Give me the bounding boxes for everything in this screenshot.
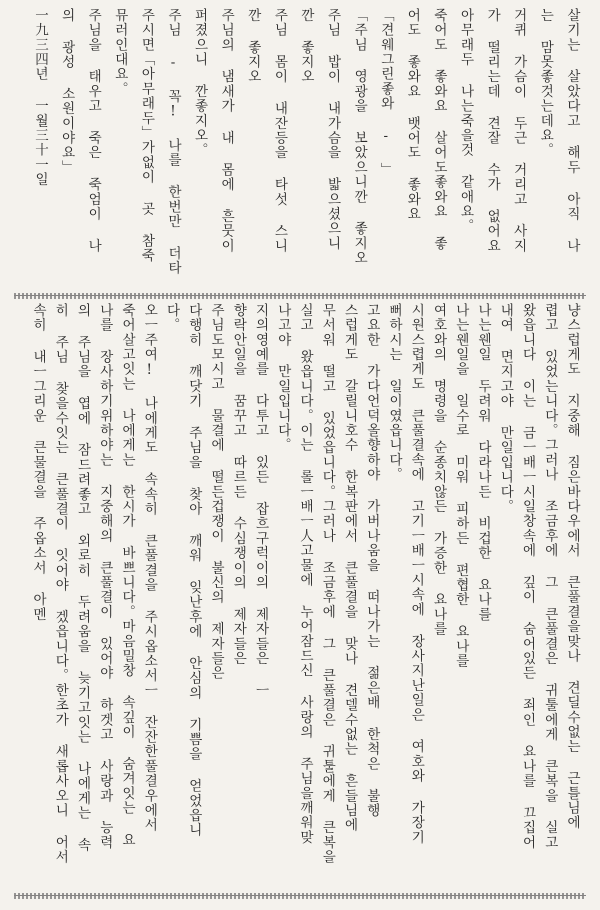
essay-line: 죽어살고잇는 나에게는 한시가 바쁘니다。마음밀창 속깊이 숨겨잇는 요 [119,303,135,848]
essay-line: 무서워 떨고 있었읍니다。그러나 조금후에 그 큰풀결은 귀툴에게 큰복을 [319,303,336,865]
essay-line: 지의영예를 다투고 있든 잡흐구럭이의 제자들은 ㅡ [252,303,269,698]
poem-line: 깐 좋지오 [244,8,261,84]
essay-line: 실고 왔읍니다。이는 롤ㅡ배ㅡ人고물에 누어잠드신 사랑의 주님을깨워맞 [297,303,313,845]
essay-line: 의 주님을 엽에 잠드려좋고 외로히 두려움을 늦기고잇는 나에게는 속 [74,303,91,853]
essay-line: 나는웬일 두려워 다라나든 비겁한 요나를 [475,303,491,622]
poem-line: 주시면「아무래두」가없이 곳 참죽 [138,8,155,263]
essay-line: 왔읍니다 이는 금ㅡ배ㅡ시일창속에 깊이 숨어있든 죄인 요나를 끄집어 [519,303,536,850]
essay-line: 주님도모시고 물결에 떨든겁쟁이 불신의 제자들은 [208,303,224,681]
essay-line: 시원스렵게도 큰풀결속에 고기ㅡ배ㅡ시속에 장사지난일은 여호와 가장기 [408,303,425,845]
essay-line: 오ㅡ주여! 나에게도 속속히 큰풀결을 주시옵소서ㅡ 잔잔한풀결우에서 [141,303,158,833]
poem-line: 「견웨그린좋와 - 」 [377,8,394,178]
poem-line: 거퀴 가슴이 두근 거리고 사지 [510,8,527,254]
essay-line: 고요한 가다언덕올향하야 가버나움을 떠나가는 젊은배 한척은 불행 [363,303,380,818]
essay-line: 속히 내ㅡ그리운 큰물결을 주옵소서 아멘 [30,303,46,622]
poem-line: 주님을 태우고 죽은 죽엄이 나 [85,8,102,254]
poem-line: 깐 좋지오 [297,8,314,84]
poem-line: 아무래두 나는죽을것 같애요。 [457,8,474,234]
bottom-border [14,893,586,899]
poem-line: 주님 - 꼭! 나를 한번만 더타 [164,8,181,276]
essay-line: 여호와의 명령을 순종치않든 가증한 요나를 [430,303,447,637]
poem-line: 죽어도 좋와요 살어도좋와요 좋 [430,8,447,251]
poem-line: 뮤러인대요。 [111,8,128,97]
essay-section [22,303,578,891]
essay-line: 스럽게도 갈릴니호수 한복판에서 큰풀결을 맞나 견델수없는 흔들님에 [341,303,358,833]
poem-line: 살기는 살았다고 해두 아직 나 [563,8,580,254]
essay-line: 히 주님 찾을수잇는 큰풀결이 잇어야 겠읍니다。한초가 새롭사오니 어서 [52,303,69,865]
date-line: 一九三四년 一월三十一일 [32,8,48,187]
poem-line: 주님 몸이 내잔등을 타섯 스니 [271,8,288,254]
poem-line: 퍼졌으니 깐좋지오。 [191,8,208,158]
poem-line: 「주님 영광을 보았으니깐 좋지오 [351,8,368,266]
section-divider [14,293,586,299]
poem-line: 주님의 냄새가 내 몸에 흔뭇이 [218,8,235,254]
essay-line: 나고야 만일입니다。 [274,303,291,453]
poem-line: 는 맘못좋것는데요。 [537,8,554,158]
poem-line: 어도 좋와요 뱃어도 좋와요 [404,8,421,222]
essay-line: 나를 장사하기위하야는 지중해의 큰풀결이 있어야 하겟고 사랑과 능력 [96,303,113,850]
poem-line: 주님 밥이 내가슴을 밟으셨으니 [324,8,341,251]
essay-line: 다행히 깨닷기 주님을 찾아 깨워 잊난후에 안심의 기쁨을 얻었읍니 [185,303,202,838]
essay-line: 냥스럽게도 지중해 짐은바다우에서 큰풀결을맞나 견딜수없는 근틀님에 [564,303,580,830]
poem-line: 가 떨리는데 견잘 수가 없어요 [484,8,501,254]
essay-line: 나는웬일을 일수로 미워 피하든 편협한 요나를 [452,303,469,669]
poem-section [22,8,578,290]
essay-line: 다。 [163,303,180,333]
essay-line: 렵고 있었는니다。그러나 조금후에 그 큰풀결은 귀툴에게 큰복을 실고 [541,303,558,850]
poem-line: 의 광성 소원이야요」 [58,8,75,175]
essay-line: 뻐하시는 일이였읍니다。 [386,303,402,482]
essay-line: 향락안일을 꿈꾸고 따르든 수심쟁이의 제자들은 [230,303,247,666]
essay-line: 내여 면지고야 만일입니다。 [497,303,514,514]
